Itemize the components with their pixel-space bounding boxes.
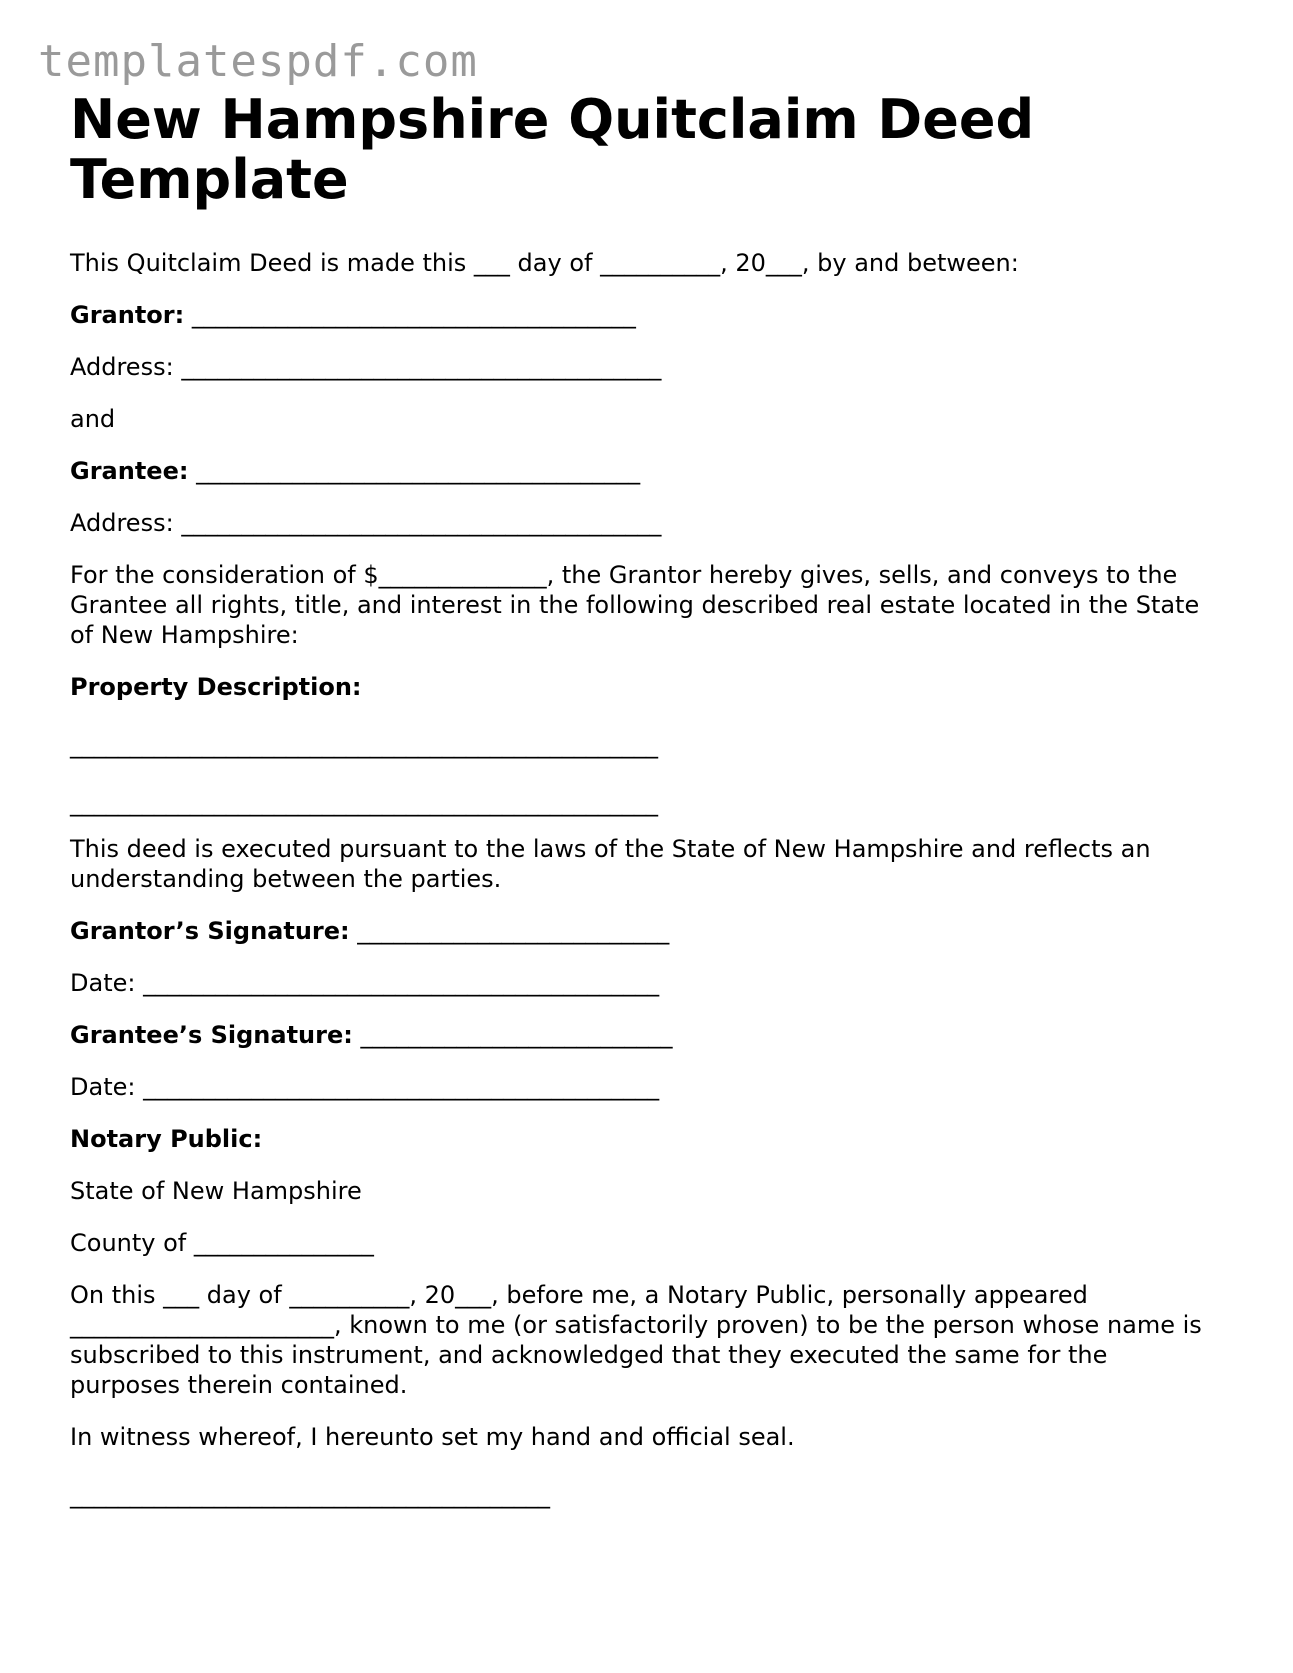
document-body: [70, 90, 1220, 1510]
grantee-address-blank[interactable]: ________________________________________: [181, 509, 662, 537]
consideration-paragraph: For the consideration of $______________, the Grantor hereby gives, sells, and conveys to the Grantee all rights, title, and interest in the following described real estate located in the State of New Hampshire:: [70, 561, 1207, 649]
property-description-line-2[interactable]: _________________________________________________: [70, 789, 658, 817]
grantee-address-label: Address:: [70, 509, 174, 537]
grantor-date-line: [70, 968, 1220, 998]
grantor-line: [70, 300, 1220, 330]
grantor-address-blank[interactable]: ________________________________________: [181, 353, 662, 381]
document-title: New Hampshire Quitclaim Deed Template: [70, 88, 1035, 211]
grantor-date-blank[interactable]: ___________________________________________: [143, 969, 660, 997]
notary-acknowledgment: On this ___ day of __________, 20___, before me, a Notary Public, personally appeared ______________________, known to me (or satisfactorily proven) to be the person whose name is subscribed to this instrument, and acknowledged that they executed the same for the purposes therein contained.: [70, 1281, 1210, 1399]
grantee-line: [70, 456, 1220, 486]
notary-public-label: Notary Public:: [70, 1125, 263, 1153]
intro-paragraph: This Quitclaim Deed is made this ___ day of __________, 20___, by and between:: [70, 249, 1019, 277]
grantor-name-blank[interactable]: _____________________________________: [191, 301, 636, 329]
and-text: and: [70, 405, 116, 433]
grantee-address-line: [70, 508, 1220, 538]
grantee-name-blank[interactable]: _____________________________________: [196, 457, 641, 485]
grantee-signature-label: Grantee’s Signature:: [70, 1021, 353, 1049]
grantee-date-label: Date:: [70, 1073, 136, 1101]
grantor-signature-blank[interactable]: __________________________: [357, 917, 670, 945]
grantor-address-line: [70, 352, 1220, 382]
pursuant-paragraph: This deed is executed pursuant to the laws of the State of New Hampshire and reflects an understanding between the parties.: [70, 835, 1159, 893]
notary-signature-line[interactable]: ________________________________________: [70, 1481, 550, 1509]
grantor-date-label: Date:: [70, 969, 136, 997]
grantee-signature-line: [70, 1020, 1220, 1050]
grantee-date-blank[interactable]: ___________________________________________: [143, 1073, 660, 1101]
grantor-signature-label: Grantor’s Signature:: [70, 917, 350, 945]
grantor-label: Grantor:: [70, 301, 185, 329]
grantor-address-label: Address:: [70, 353, 174, 381]
property-description-label: Property Description:: [70, 673, 362, 701]
notary-witness: In witness whereof, I hereunto set my hand and official seal.: [70, 1423, 795, 1451]
notary-county[interactable]: County of _______________: [70, 1229, 374, 1257]
grantee-signature-blank[interactable]: __________________________: [360, 1021, 673, 1049]
property-description-line-1[interactable]: _________________________________________________: [70, 731, 658, 759]
grantee-date-line: [70, 1072, 1220, 1102]
notary-state: State of New Hampshire: [70, 1177, 362, 1205]
grantor-signature-line: [70, 916, 1220, 946]
grantee-label: Grantee:: [70, 457, 189, 485]
watermark: templatespdf.com: [38, 36, 478, 87]
